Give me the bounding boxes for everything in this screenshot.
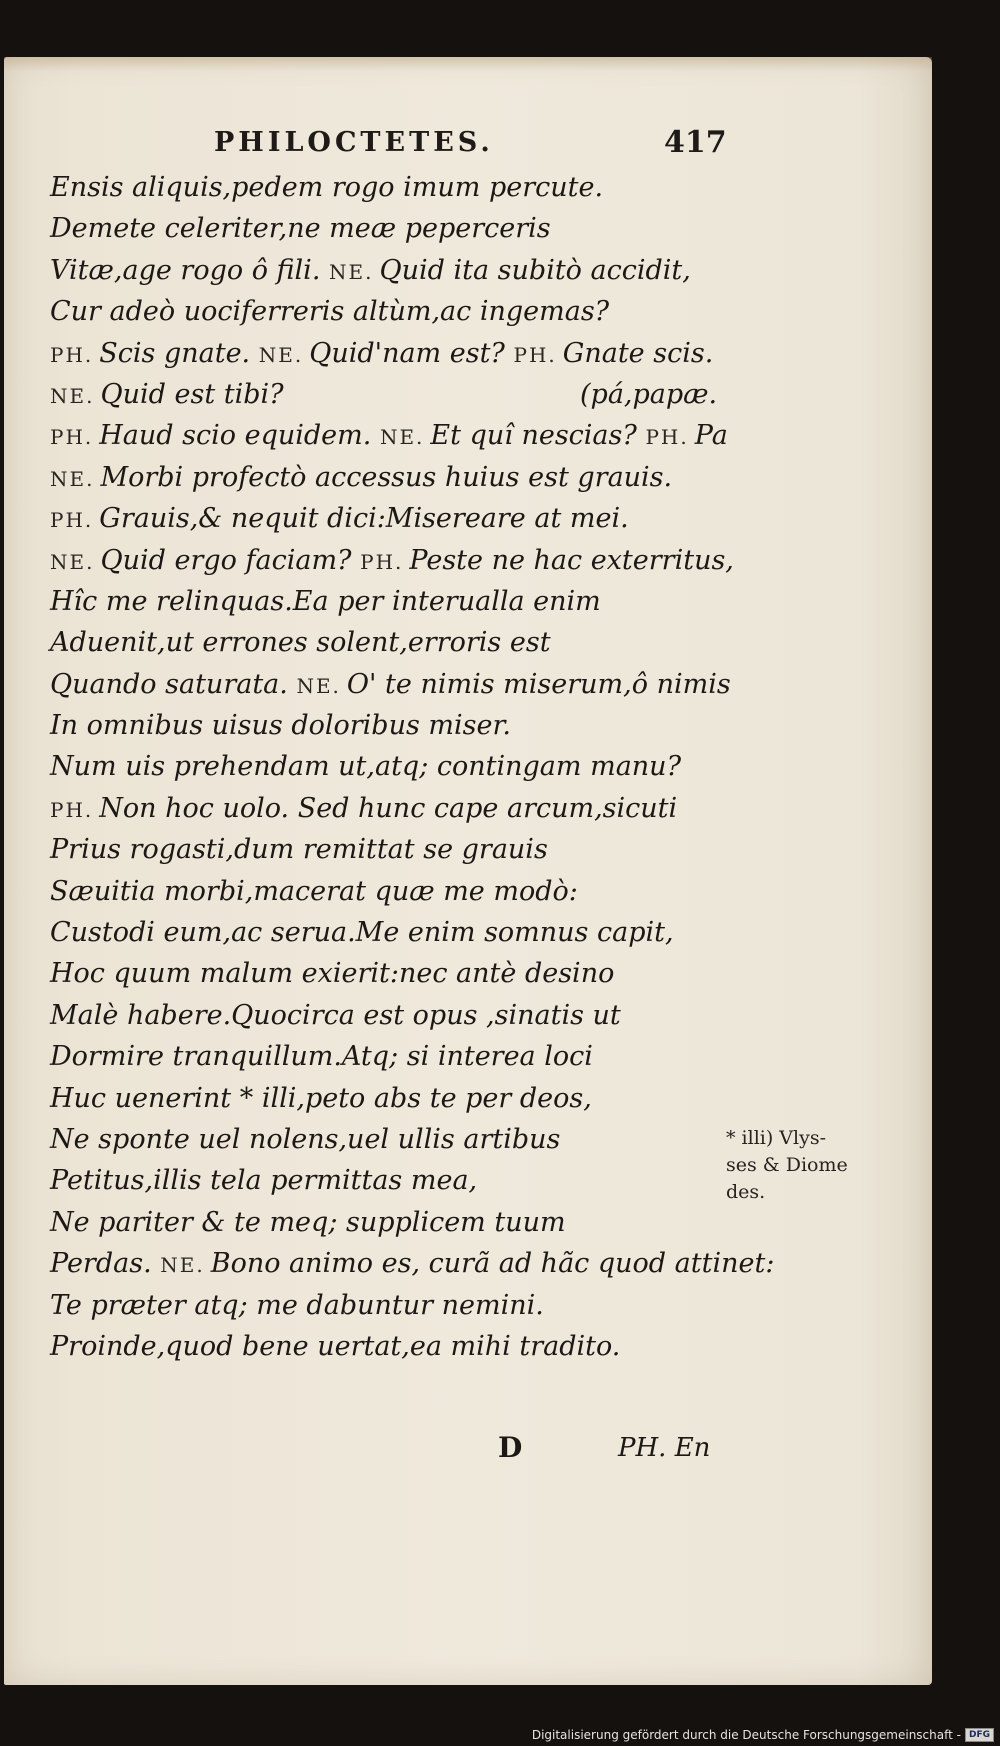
speaker-label: PH. [50,797,94,822]
verse-line [50,1078,730,1119]
marginal-note [726,1125,886,1206]
verse-text: Aduenit,ut errones solent,erroris est [50,627,551,659]
speaker-label: NE. [329,259,374,284]
verse-line [50,995,730,1036]
verse-line [50,788,730,829]
marginal-note-line: * illi) Vlys- [726,1127,827,1149]
verse-line [50,871,730,912]
verse-text: Scis gnate. [99,337,251,369]
verse-line [50,250,730,291]
verse-text: Gnate scis. [562,337,714,369]
verse-line [50,829,730,870]
verse-line [50,457,730,498]
speaker-label: NE. [379,425,425,450]
verse-line [50,1036,730,1077]
speaker-label: PH. [50,342,94,367]
speaker-label: PH. [50,425,94,450]
verse-line [50,1119,730,1160]
running-head: PHILOCTETES. [214,127,494,158]
speaker-label: PH. [513,342,557,367]
verse-line [50,291,730,332]
page-footer [4,1431,932,1471]
verse-text: Ne pariter & te meq; supplicem tuum [50,1206,566,1238]
verse-text: Peste ne hac exterritus, [409,544,734,576]
digitization-credit [532,1728,994,1742]
speaker-label: PH. [50,508,94,533]
verse-text: Grauis,& nequit dici:Misereare at mei. [99,503,629,535]
verse-text: Quid est tibi? [100,378,284,410]
verse-line [50,1326,730,1367]
verse-line [50,415,730,456]
page-edge [4,57,932,71]
verse-line [50,540,734,581]
verse-line [50,746,730,787]
verse-text: Cur adeò uociferreris altùm,ac ingemas? [50,296,610,328]
verse-line [50,622,730,663]
verse-text: Prius rogasti,dum remittat se grauis [50,834,548,866]
verse-text: Proinde,quod bene uertat,ea mihi tradito. [50,1330,621,1362]
verse-text: Malè habere.Quocirca est opus ,sinatis ut [50,999,621,1031]
verse-line [50,664,730,705]
verse-text: Demete celeriter,ne meæ peperceris [50,213,551,245]
verse-text: Non hoc uolo. Sed hunc cape arcum,sicuti [99,792,678,824]
verse-text: Quid'nam est? [309,337,505,369]
verse-text: Quando saturata. [50,668,288,700]
verse-line [50,912,730,953]
verse-line [50,1160,730,1201]
speaker-label: NE. [50,383,95,408]
verse-line [50,1202,730,1243]
page-number: 417 [664,125,727,160]
signature-mark: D [498,1431,523,1464]
speaker-label: NE. [50,466,95,491]
verse-text: Vitæ,age rogo ô fili. [50,254,321,286]
verse-text: Quid ergo faciam? [100,544,352,576]
verse-line [50,333,730,374]
verse-overflow-fragment: (pá,papæ. [580,378,718,410]
verse-text: Num uis prehendam ut,atq; contingam manu? [50,751,682,783]
verse-text: Morbi profectò accessus huius est grauis. [100,461,673,493]
verse-line [50,167,730,208]
verse-text: Bono animo es, curã ad hãc quod attinet: [210,1248,775,1280]
verse-text: Perdas. [50,1248,152,1280]
verse-line [50,1243,775,1284]
verse-text: O' te nimis miserum,ô nimis [346,668,731,700]
verse-text: Petitus,illis tela permittas mea, [50,1165,478,1197]
dfg-logo: DFG [965,1728,994,1742]
credit-text: Digitalisierung gefördert durch die Deutsche Forschungsgemeinschaft - [531,1728,961,1742]
verse-text: Ne sponte uel nolens,uel ullis artibus [50,1123,561,1155]
speaker-label: NE. [296,673,341,698]
book-page [4,57,932,1685]
verse-text: Ensis aliquis,pedem rogo imum percute. [50,172,604,203]
verse-line [50,498,730,539]
verse-text: Te præter atq; me dabuntur nemini. [50,1289,544,1321]
marginal-note-line: ses & Diome [726,1154,848,1176]
verse-line [50,581,730,622]
verse-text: Hoc quum malum exierit:nec antè desino [50,958,615,990]
speaker-label: NE. [258,342,304,367]
speaker-label: NE. [50,549,95,574]
verse-text: In omnibus uisus doloribus miser. [50,710,512,742]
marginal-note-line: des. [726,1181,766,1203]
speaker-label: PH. [645,425,689,450]
verse-text: Quid ita subitò accidit, [379,254,691,286]
verse-text: Sæuitia morbi,macerat quæ me modò: [50,875,578,907]
verse-text: Custodi eum,ac serua.Me enim somnus capit, [50,917,674,949]
verse-line [50,1285,730,1326]
verse-text: Haud scio equidem. [99,420,372,452]
speaker-label: NE. [160,1253,205,1278]
verse-text: Dormire tranquillum.Atq; si interea loci [50,1041,593,1073]
verse-text: Pa [694,420,728,452]
verse-line [50,208,730,249]
speaker-label: PH. [360,549,404,574]
catchword: PH. En [618,1433,711,1463]
verse-text: Hîc me relinquas.Ea per interualla enim [50,585,601,617]
verse-text: Et quî nescias? [430,420,637,452]
verse-text: Huc uenerint * illi,peto abs te per deos, [50,1082,592,1114]
verse-block [50,167,775,1367]
verse-line [50,953,730,994]
verse-line [50,374,730,415]
verse-line [50,705,730,746]
